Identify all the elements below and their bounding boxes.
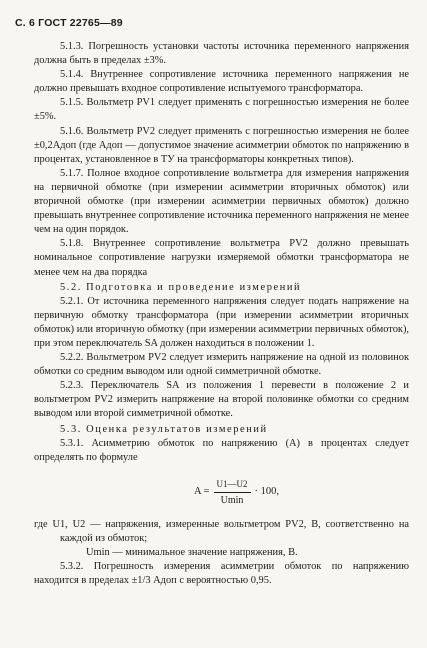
paragraph-5-3-2: 5.3.2. Погрешность измерения асимметрии обмоток по напряжению находится в пределах ±1/3 Aдоп с вероятностью 0,95. [34,561,409,587]
formula-denominator: Umin [220,494,244,506]
formula-lhs: A = [193,486,210,498]
document-body [34,40,409,588]
formula-legend-umin: Umin — минимальное значение напряжения, В. [86,547,298,559]
formula-legend-u1-u2: где U1, U2 — напряжения, измеренные вольтметром PV2, В, соответственно на каждой из обмоток; [34,519,409,545]
paragraph-5-1-4: 5.1.4. Внутреннее сопротивление источника переменного напряжения не должно превышать входное сопротивление испытуемого трансформатора. [34,69,409,95]
formula-fraction [214,477,251,508]
paragraph-5-1-8: 5.1.8. Внутреннее сопротивление вольтметра PV2 должно превышать номинальное сопротивление нагрузки измеряемой обмотки трансформатора не менее чем на два порядка [34,238,409,278]
paragraph-5-3-1: 5.3.1. Асимметрию обмоток по напряжению (A) в процентах следует определять по формуле [34,437,409,463]
section-heading-5-2: 5.2. Подготовка и проведение измерений [60,281,302,293]
paragraph-5-2-1: 5.2.1. От источника переменного напряжения следует подать напряжение на первичную обмотку трансформатора (при измерении асимметрии вторичных обмоток) или вторичную обмотку (при измерении асимметрии первичных обмоток), при этом переключатель SA должен находиться в положении 1. [34,295,409,349]
paragraph-5-1-5: 5.1.5. Вольтметр PV1 следует применять с погрешностью измерения не более ±5%. [34,97,409,123]
formula-numerator: U1—U2 [214,477,251,493]
page-header: С. 6 ГОСТ 22765—89 [15,17,123,29]
paragraph-5-1-6: 5.1.6. Вольтметр PV2 следует применять с погрешностью измерения не более ±0,2Aдоп (где Aдоп — допустимое значение асимметрии обмоток по напряжению в процентах, установленное в ТУ на трансформаторы конкретных типов). [34,125,409,165]
paragraph-5-1-3: 5.1.3. Погрешность установки частоты источника переменного напряжения должна быть в пределах ±3%. [34,41,409,67]
paragraph-5-2-3: 5.2.3. Переключатель SA из положения 1 перевести в положение 2 и вольтметром PV2 измерить напряжение на второй половинке обмотки со средним выводом или второй симметричной обмотке. [34,380,409,420]
formula-rhs: · 100, [254,486,280,498]
asymmetry-formula [64,477,409,508]
paragraph-5-2-2: 5.2.2. Вольтметром PV2 следует измерить напряжение на одной из половинок обмотки со средним выводом или одной симметричной обмотке. [34,352,409,378]
paragraph-5-1-7: 5.1.7. Полное входное сопротивление вольтметра для измерения напряжения на первичной обмотке (при измерении асимметрии вторичных обмоток) или вторичной обмотке (при измерении асимметрии первичных обмоток) должно превышать внутреннее сопротивление источника переменного напряжения не менее чем на один порядок. [34,167,409,236]
section-heading-5-3: 5.3. Оценка результатов измерений [60,423,268,435]
